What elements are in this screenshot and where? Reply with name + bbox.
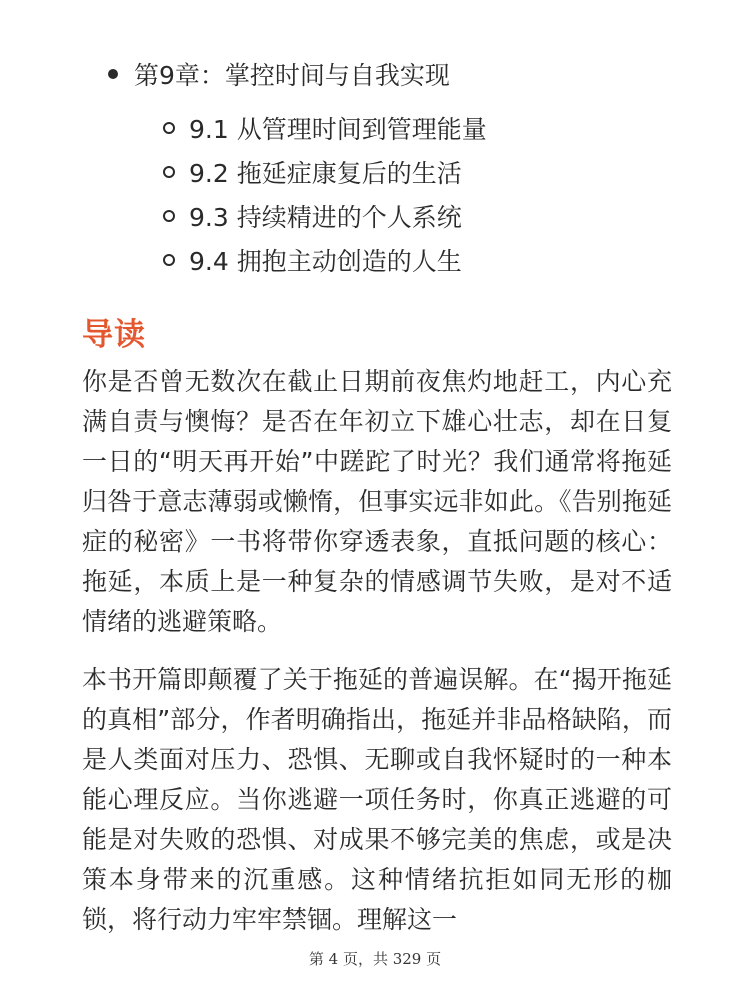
toc-section-label: 9.2 拖延症康复后的生活 — [189, 159, 462, 188]
toc-section-label: 9.1 从管理时间到管理能量 — [189, 115, 487, 144]
body-paragraph: 你是否曾无数次在截止日期前夜焦灼地赶工，内心充满自责与懊悔？是否在年初立下雄心壮志，却在日复一日的“明天再开始”中蹉跎了时光？我们通常将拖延归咎于意志薄弱或懒惰，但事实远非如此。《告别拖延症的秘密》一书将带你穿透表象，直抵问题的核心：拖延，本质上是一种复杂的情感调节失败，是对不适情绪的逃避策略。 — [82, 367, 672, 636]
section-heading: 导读 — [82, 317, 146, 353]
bullet-disc-icon — [108, 69, 118, 79]
toc-section-item — [163, 194, 487, 238]
toc-chapter-label: 第9章：掌控时间与自我实现 — [134, 61, 450, 90]
toc-section-item — [163, 238, 487, 282]
toc-section-label: 9.3 持续精进的个人系统 — [189, 203, 462, 232]
body-paragraph: 本书开篇即颠覆了关于拖延的普遍误解。在“揭开拖延的真相”部分，作者明确指出，拖延并非品格缺陷，而是人类面对压力、恐惧、无聊或自我怀疑时的一种本能心理反应。当你逃避一项任务时，你真正逃避的可能是对失败的恐惧、对成果不够完美的焦虑，或是决策本身带来的沉重感。这种情绪抗拒如同无形的枷锁，将行动力牢牢禁锢。理解这一 — [82, 665, 672, 934]
page-number-footer: 第 4 页，共 329 页 — [308, 950, 442, 968]
bullet-circle-icon — [163, 166, 175, 178]
toc-chapter-item — [108, 54, 450, 94]
bullet-circle-icon — [163, 210, 175, 222]
bullet-circle-icon — [163, 122, 175, 134]
bullet-circle-icon — [163, 254, 175, 266]
toc-section-item — [163, 106, 487, 150]
toc-section-item — [163, 150, 487, 194]
toc-section-list — [163, 106, 487, 282]
toc-section-label: 9.4 拥抱主动创造的人生 — [189, 247, 462, 276]
